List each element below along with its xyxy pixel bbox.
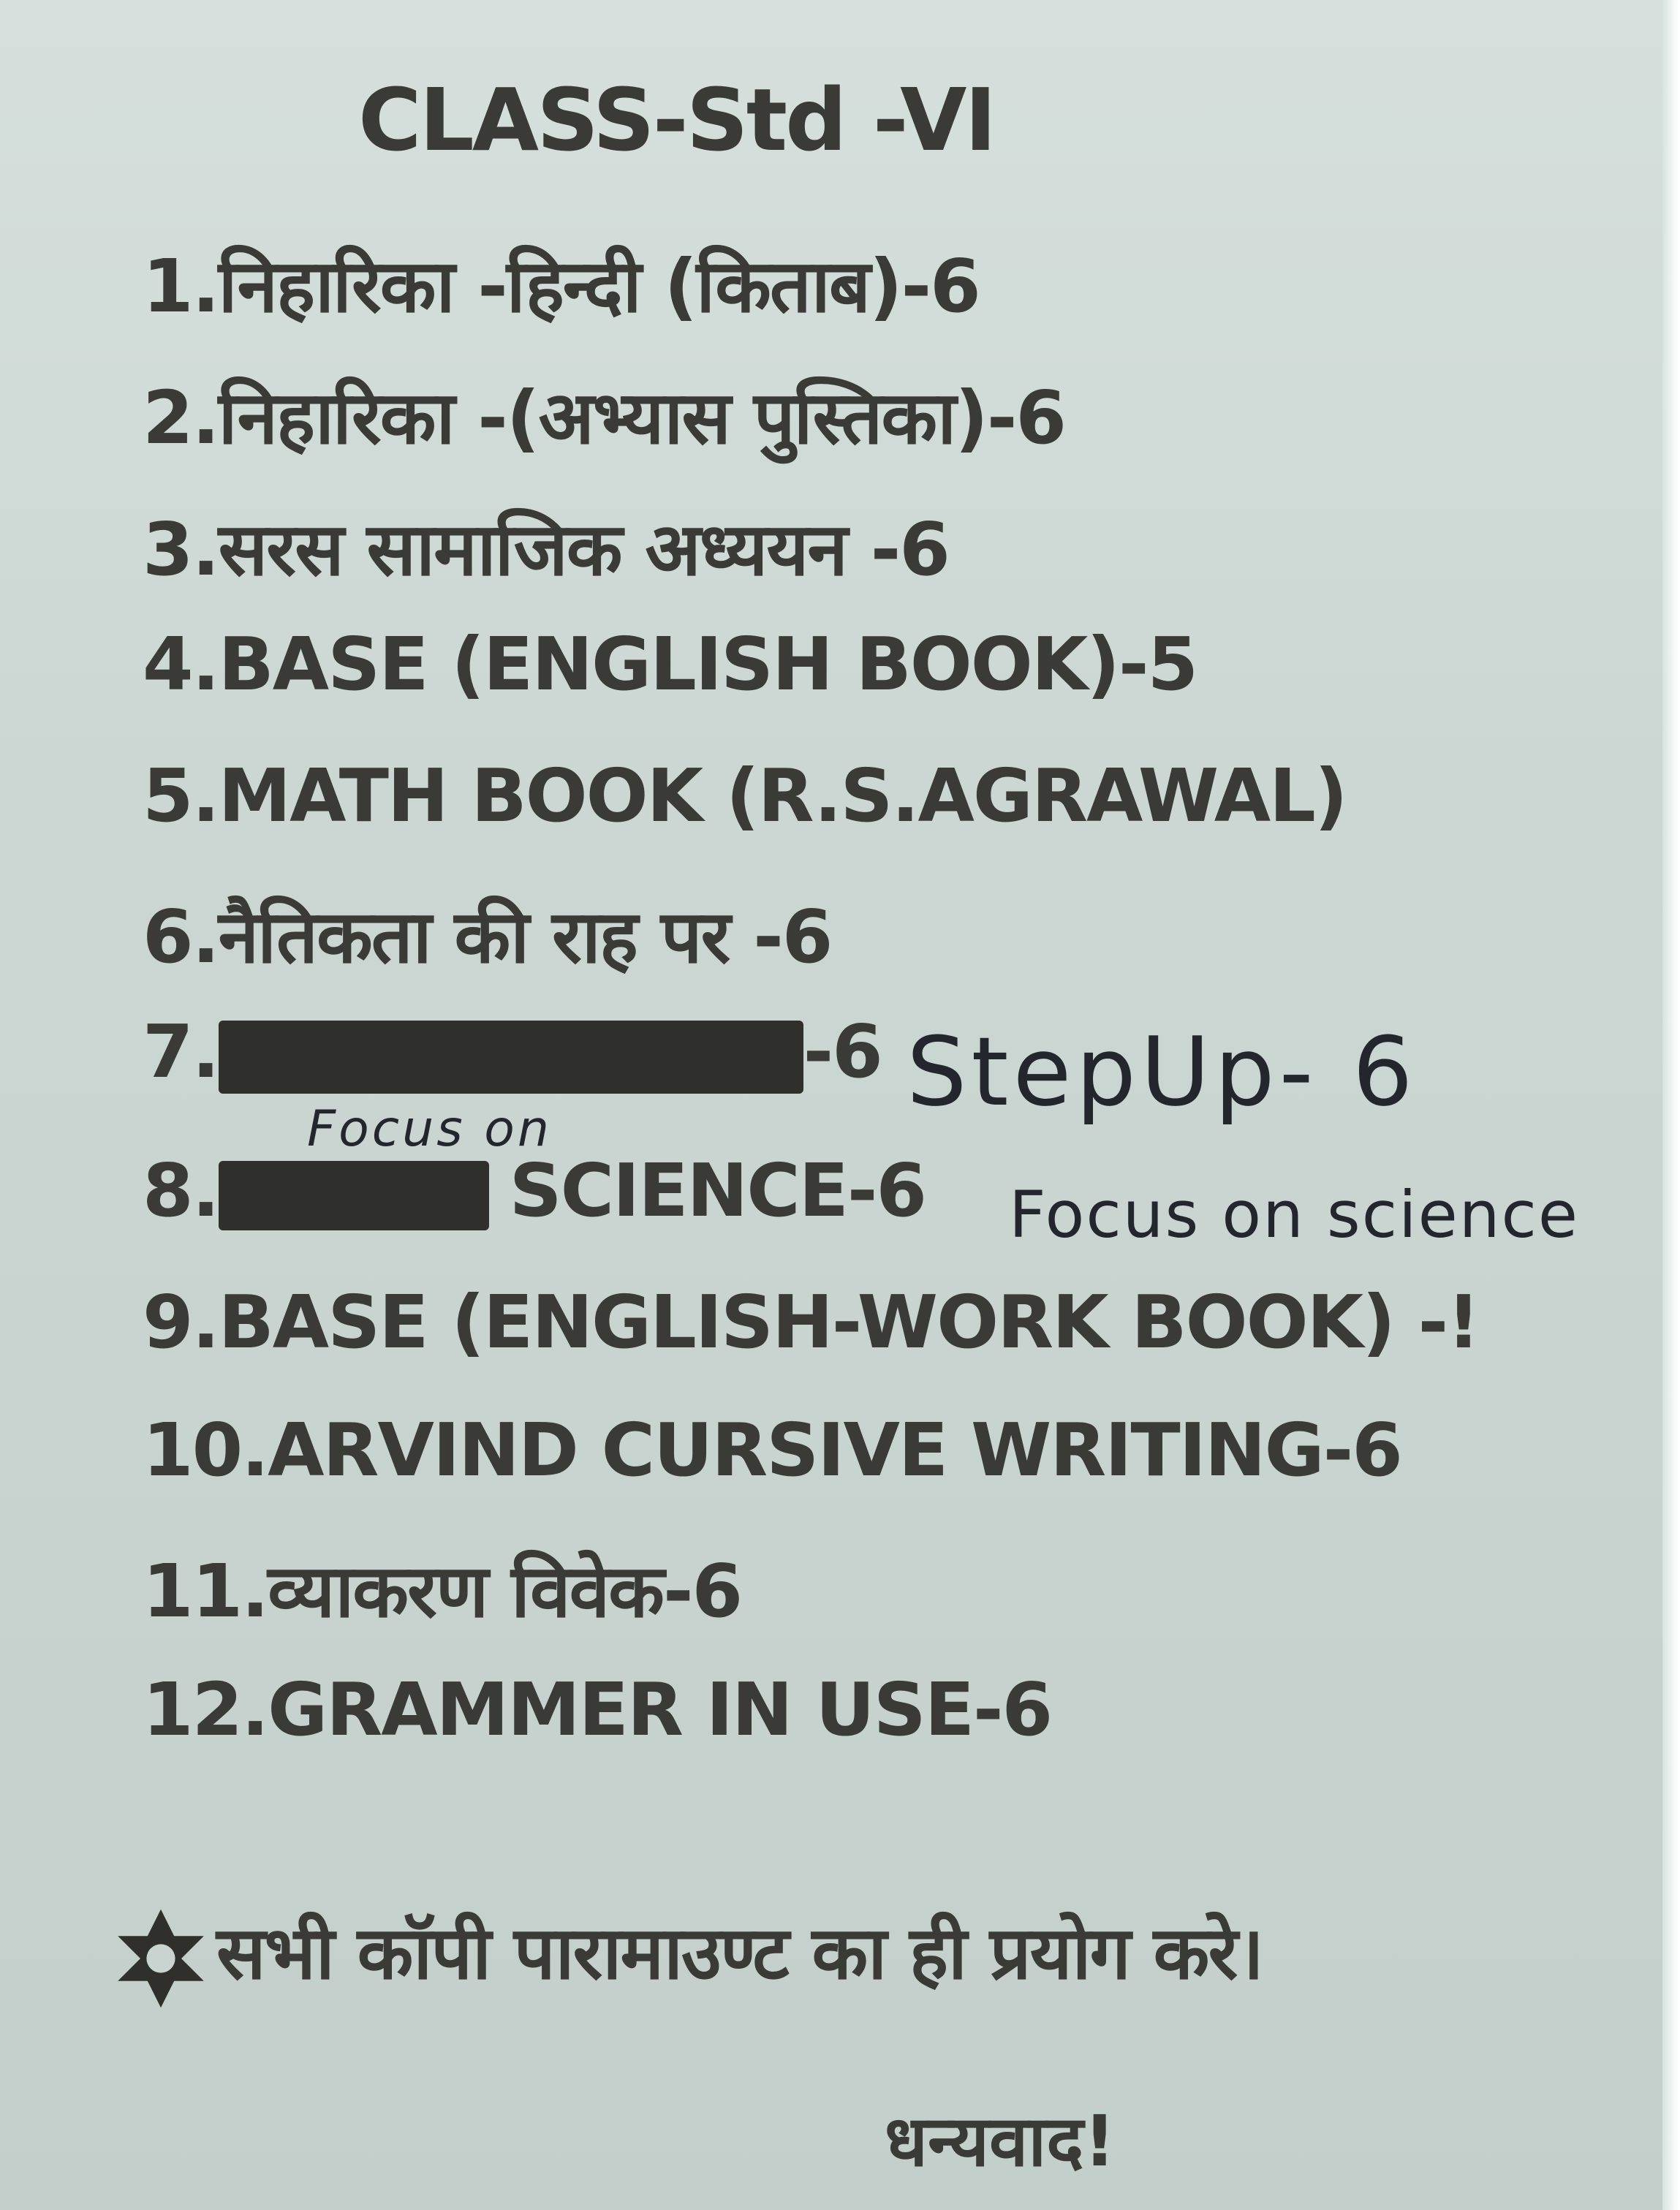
footer-note xyxy=(110,1901,1263,2010)
list-item xyxy=(143,621,1197,707)
list-item xyxy=(143,1667,1051,1752)
list-item xyxy=(143,1148,926,1233)
list-item xyxy=(143,366,1065,465)
handwritten-focus-on: Focus on xyxy=(307,1100,552,1158)
item-text: BASE (ENGLISH BOOK)-5 xyxy=(218,621,1197,707)
paper-edge xyxy=(1662,0,1680,2210)
item-number: 3. xyxy=(143,507,219,592)
item-text: -6 xyxy=(803,1009,882,1094)
star-icon xyxy=(110,1907,212,2010)
item-number: 11. xyxy=(143,1548,268,1634)
list-item xyxy=(143,1279,1479,1365)
item-text: SCIENCE-6 xyxy=(509,1148,926,1233)
list-item xyxy=(143,753,1347,839)
item-number: 6. xyxy=(143,894,219,980)
list-item xyxy=(143,1539,741,1638)
item-number: 8. xyxy=(143,1148,219,1233)
item-text: MATH BOOK (R.S.AGRAWAL) xyxy=(218,753,1347,839)
item-text: ARVIND CURSIVE WRITING-6 xyxy=(268,1407,1401,1493)
item-number: 9. xyxy=(143,1279,219,1365)
item-number: 2. xyxy=(143,375,219,461)
list-item xyxy=(143,497,949,597)
redaction-block xyxy=(219,1021,803,1094)
list-item xyxy=(143,1407,1401,1493)
item-number: 10. xyxy=(143,1407,268,1493)
list-item xyxy=(143,885,831,984)
item-number: 4. xyxy=(143,621,219,707)
item-text: व्याकरण विवेक-6 xyxy=(268,1548,742,1634)
redaction-block xyxy=(219,1161,489,1230)
item-number: 7. xyxy=(143,1009,219,1094)
item-number: 5. xyxy=(143,753,219,839)
item-text: BASE (ENGLISH-WORK BOOK) -! xyxy=(218,1279,1479,1365)
class-title: CLASS-Std -VI xyxy=(358,69,995,170)
thanks-text: धन्यवाद! xyxy=(885,2100,1116,2182)
list-item xyxy=(143,1009,882,1094)
item-number: 1. xyxy=(143,243,219,329)
handwritten-step-up: StepUp- 6 xyxy=(907,1016,1418,1127)
item-text: GRAMMER IN USE-6 xyxy=(268,1667,1052,1752)
item-text: सरस सामाजिक अध्ययन -6 xyxy=(218,507,949,592)
footer-note-text: सभी कॉपी पारामाउण्ट का ही प्रयोग करे। xyxy=(216,1910,1263,1996)
handwritten-focus-on-science: Focus on science xyxy=(1009,1177,1579,1252)
item-text: निहारिका -हिन्दी (किताब)-6 xyxy=(218,243,980,329)
item-number: 12. xyxy=(143,1667,268,1752)
item-text: नैतिकता की राह पर -6 xyxy=(218,894,832,980)
list-item xyxy=(143,234,980,333)
item-text: निहारिका -(अभ्यास पुस्तिका)-6 xyxy=(218,375,1065,461)
